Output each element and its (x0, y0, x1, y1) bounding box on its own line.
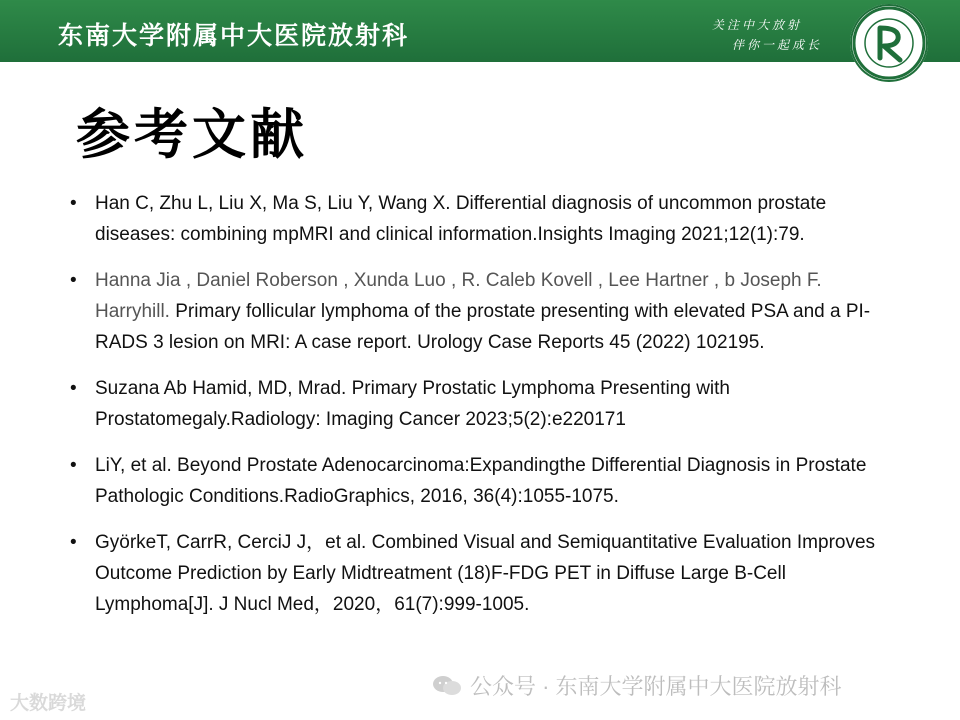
reference-text: GyörkeT, CarrR, CerciJ J，et al. Combined Visual and Semiquantitative Evaluation Improves Outcome Prediction by Early Midtreatment (18)F-FDG PET in Diffuse Large B-Cell Lymphoma[J]. J Nucl Med，2020，61(7):999-1005. (95, 532, 876, 615)
reference-text: LiY, et al. Beyond Prostate Adenocarcinoma:Expandingthe Differential Diagnosis in Prostate Pathologic Conditions.RadioGraphics, 2016, 36(4):1055-1075. (95, 455, 867, 507)
reference-item (70, 265, 890, 358)
wechat-icon (432, 674, 462, 698)
reference-text: Primary follicular lymphoma of the prostate presenting with elevated PSA and a PI-RADS 3 lesion on MRI: A case report. Urology Case Reports 45 (2022) 102195. (95, 301, 871, 353)
reference-list (70, 188, 890, 635)
header-title: 东南大学附属中大医院放射科 (58, 21, 410, 50)
reference-item (70, 450, 890, 512)
reference-item (70, 188, 890, 250)
reference-item (70, 373, 890, 435)
hospital-logo-icon (850, 4, 928, 82)
reference-text: Han C, Zhu L, Liu X, Ma S, Liu Y, Wang X. Differential diagnosis of uncommon prostate diseases: combining mpMRI and clinical information.Insights Imaging 2021;12(1):79. (95, 193, 827, 245)
slogan-line-2: 伴你一起成长 (732, 38, 823, 52)
slogan-line-1: 关注中大放射 (712, 18, 803, 32)
page-title: 参考文献 (76, 103, 308, 166)
watermark-left: 大数跨境 (10, 693, 87, 714)
watermark-right (432, 670, 842, 701)
header-bar (0, 0, 960, 62)
watermark-right-text: 公众号 · 东南大学附属中大医院放射科 (470, 674, 842, 699)
reference-item (70, 527, 890, 620)
reference-text: Suzana Ab Hamid, MD, Mrad. Primary Prostatic Lymphoma Presenting with Prostatomegaly.Radiology: Imaging Cancer 2023;5(2):e220171 (95, 378, 730, 430)
reference-authors: Hanna Jia , Daniel Roberson , Xunda Luo , R. Caleb Kovell , Lee Hartner , b Joseph F. Harryhill. (95, 270, 822, 322)
